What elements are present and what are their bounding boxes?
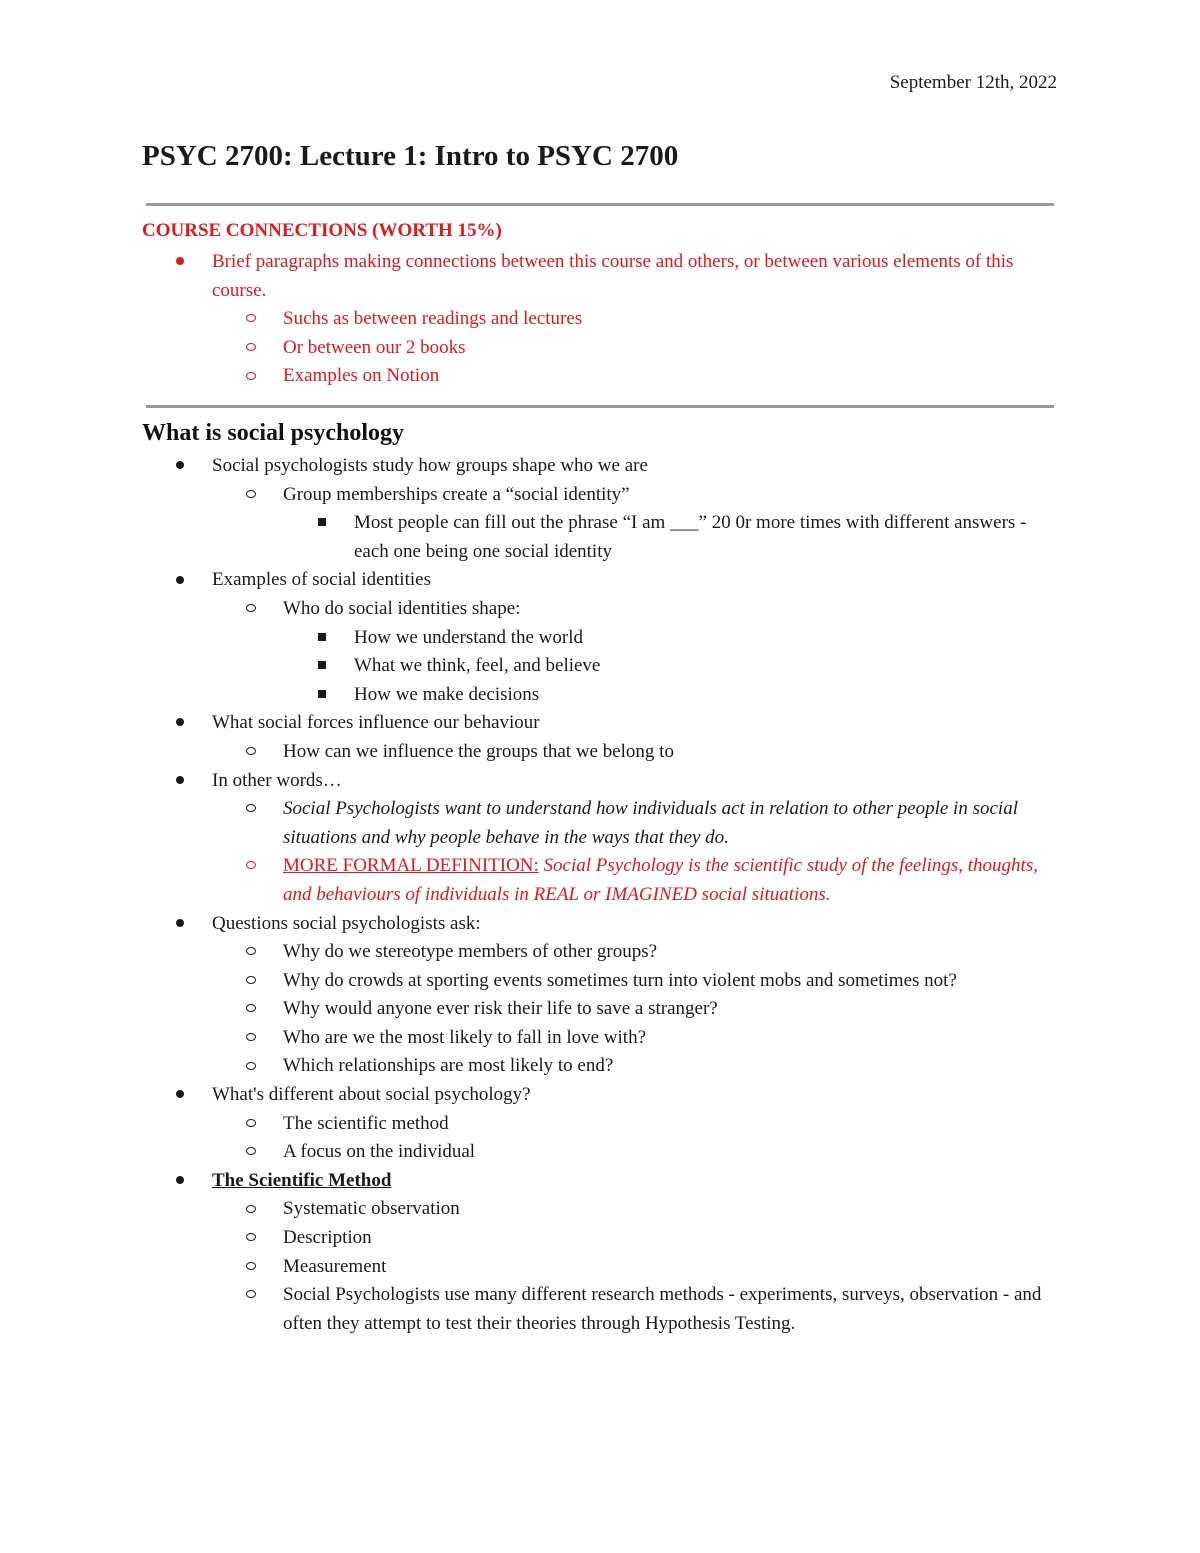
list-item xyxy=(142,481,1062,510)
list-item-text: How we make decisions xyxy=(354,683,540,705)
bullet-ring-icon xyxy=(241,362,261,391)
bullet-ring-icon xyxy=(241,1195,261,1224)
definition-label: MORE FORMAL DEFINITION: xyxy=(283,855,539,877)
list-item xyxy=(142,1195,1062,1224)
list-item xyxy=(142,1281,1062,1338)
bullet-ring-icon xyxy=(241,852,261,881)
list-item-text: A focus on the individual xyxy=(283,1141,476,1163)
list-item-text: Why do crowds at sporting events sometimes turn into violent mobs and sometimes not? xyxy=(283,969,957,991)
bullet-ring-icon xyxy=(241,995,261,1024)
document-date: September 12th, 2022 xyxy=(889,72,1057,93)
bullet-dot-icon xyxy=(170,452,190,481)
list-item xyxy=(142,652,1062,681)
list-item xyxy=(142,709,1062,738)
bullet-dot-icon xyxy=(170,566,190,595)
bullet-dot-icon xyxy=(170,248,190,277)
list-item xyxy=(142,624,1062,653)
list-item-text: Social Psychologists want to understand how individuals act in relation to other people in social situations and why people behave in the ways that they do. xyxy=(283,798,1018,848)
definition-text: Social Psychology is the scientific study of the feelings, thoughts, and behaviours of individuals in REAL or IMAGINED social situations. xyxy=(283,855,1038,905)
list-item xyxy=(142,305,1062,334)
list-item xyxy=(142,1024,1062,1053)
list-item xyxy=(142,566,1062,595)
page-title: PSYC 2700: Lecture 1: Intro to PSYC 2700 xyxy=(142,140,679,172)
bullet-ring-icon xyxy=(241,1253,261,1282)
divider xyxy=(146,405,1054,408)
list-item xyxy=(142,362,1062,391)
list-item-text: Questions social psychologists ask: xyxy=(212,912,481,934)
divider xyxy=(146,203,1054,206)
list-item-text: Social psychologists study how groups shape who we are xyxy=(212,455,648,476)
list-item-text: Most people can fill out the phrase “I am ___” 20 0r more times with different answers - each one being one social identity xyxy=(354,512,1027,562)
list-item-text: Examples on Notion xyxy=(283,365,440,387)
bullet-ring-icon xyxy=(241,967,261,996)
list-item-text: What social forces influence our behaviour xyxy=(212,712,540,734)
social-psychology-list xyxy=(142,452,1062,1338)
social-psychology-heading: What is social psychology xyxy=(142,420,405,446)
list-item xyxy=(142,334,1062,363)
list-item xyxy=(142,967,1062,996)
bullet-ring-icon xyxy=(241,938,261,967)
list-item xyxy=(142,681,1062,710)
list-item xyxy=(142,1224,1062,1253)
bullet-dot-icon xyxy=(170,709,190,738)
bullet-ring-icon xyxy=(241,305,261,334)
list-item-text: Suchs as between readings and lectures xyxy=(283,308,583,330)
bullet-ring-icon xyxy=(241,595,261,624)
list-item xyxy=(142,995,1062,1024)
bullet-square-icon xyxy=(312,624,332,653)
list-item-text: What we think, feel, and believe xyxy=(354,655,601,677)
bullet-ring-icon xyxy=(241,795,261,824)
list-item xyxy=(142,795,1062,852)
list-item-text: Description xyxy=(283,1227,372,1249)
bullet-ring-icon xyxy=(241,738,261,767)
list-item-text: Who do social identities shape: xyxy=(283,597,521,619)
list-item-text: Group memberships create a “social identity” xyxy=(283,483,630,505)
list-item-text: Measurement xyxy=(283,1255,387,1277)
list-item-text: Examples of social identities xyxy=(212,569,431,591)
list-item-text: The Scientific Method xyxy=(212,1169,392,1191)
bullet-square-icon xyxy=(312,681,332,710)
list-item xyxy=(142,1081,1062,1110)
list-item-text: Or between our 2 books xyxy=(283,336,466,358)
list-item-text: How can we influence the groups that we belong to xyxy=(283,740,674,762)
list-item xyxy=(142,595,1062,624)
list-item xyxy=(142,1138,1062,1167)
list-item xyxy=(142,738,1062,767)
course-connections-list xyxy=(142,248,1062,391)
list-item xyxy=(142,1167,1062,1196)
bullet-dot-icon xyxy=(170,1081,190,1110)
bullet-square-icon xyxy=(312,652,332,681)
list-item-text: How we understand the world xyxy=(354,626,584,648)
list-item-text: The scientific method xyxy=(283,1112,449,1134)
bullet-square-icon xyxy=(312,509,332,538)
list-item-text: Which relationships are most likely to end? xyxy=(283,1055,614,1077)
list-item xyxy=(142,1110,1062,1139)
bullet-dot-icon xyxy=(170,1167,190,1196)
bullet-ring-icon xyxy=(241,1052,261,1081)
list-item xyxy=(142,248,1062,305)
list-item-text: Brief paragraphs making connections between this course and others, or between various elements of this course. xyxy=(212,251,1014,301)
list-item-text: In other words… xyxy=(212,769,342,791)
bullet-ring-icon xyxy=(241,481,261,510)
list-item xyxy=(142,852,1062,909)
bullet-ring-icon xyxy=(241,1138,261,1167)
list-item-text: Why do we stereotype members of other groups? xyxy=(283,941,658,963)
bullet-ring-icon xyxy=(241,1281,261,1310)
list-item xyxy=(142,1052,1062,1081)
list-item-text: What's different about social psychology? xyxy=(212,1084,531,1106)
bullet-ring-icon xyxy=(241,1110,261,1139)
list-item xyxy=(142,1253,1062,1282)
bullet-dot-icon xyxy=(170,910,190,939)
course-connections-heading: COURSE CONNECTIONS (WORTH 15%) xyxy=(142,220,502,241)
list-item-text: Who are we the most likely to fall in love with? xyxy=(283,1026,647,1048)
list-item xyxy=(142,910,1062,939)
bullet-ring-icon xyxy=(241,1224,261,1253)
list-item xyxy=(142,938,1062,967)
list-item-text: Social Psychologists use many different research methods - experiments, surveys, observation - and often they attempt to test their theories through Hypothesis Testing. xyxy=(283,1284,1042,1334)
list-item xyxy=(142,452,1062,481)
list-item xyxy=(142,509,1062,566)
bullet-ring-icon xyxy=(241,1024,261,1053)
list-item xyxy=(142,767,1062,796)
list-item-text: Why would anyone ever risk their life to save a stranger? xyxy=(283,998,718,1020)
list-item-text: Systematic observation xyxy=(283,1198,460,1220)
bullet-dot-icon xyxy=(170,767,190,796)
bullet-ring-icon xyxy=(241,334,261,363)
